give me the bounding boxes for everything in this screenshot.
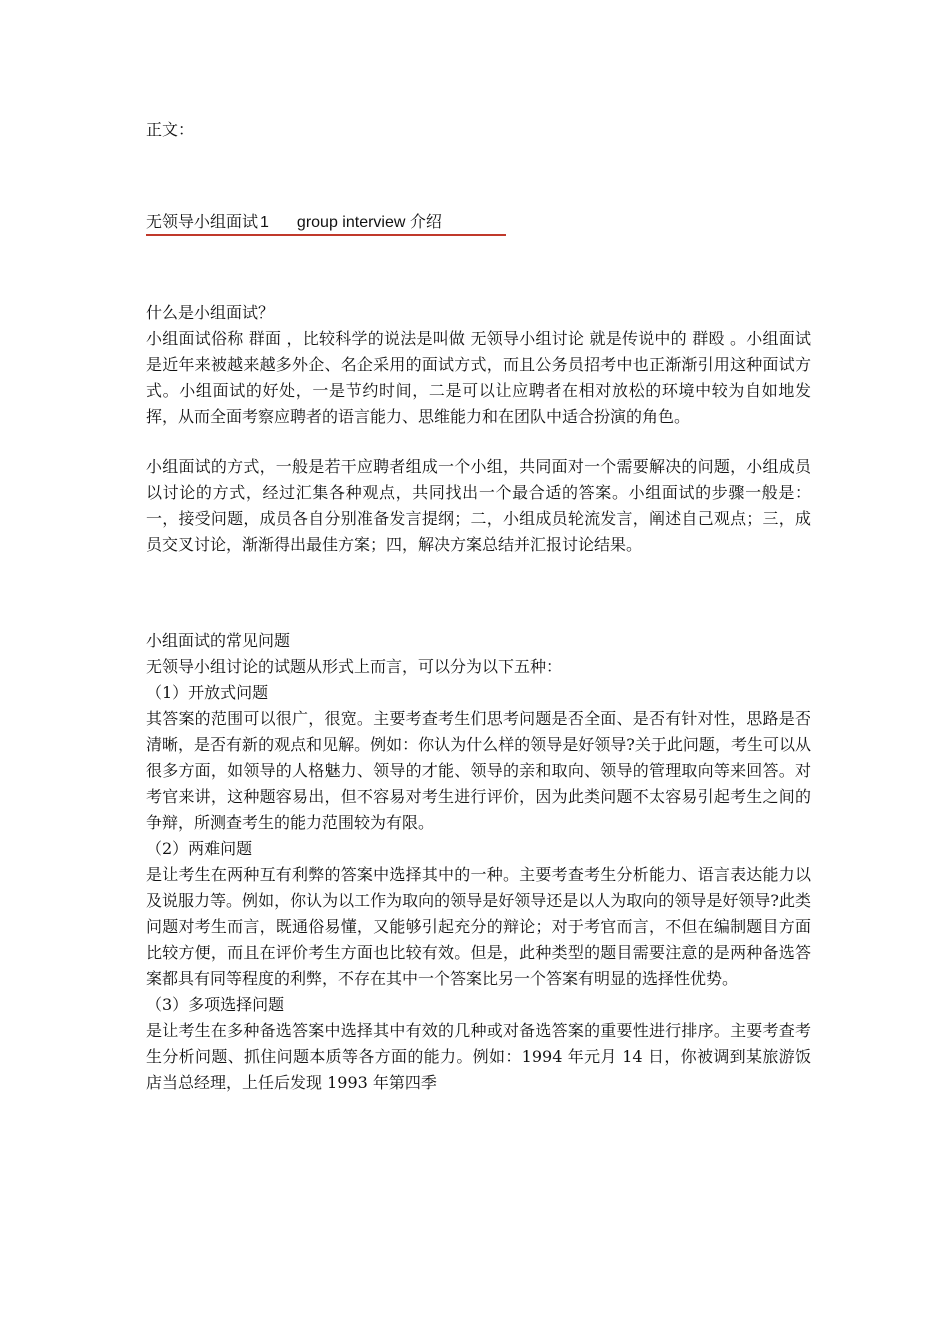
section-gap xyxy=(146,558,811,628)
document-title xyxy=(146,210,506,238)
item-body-open: 其答案的范围可以很广，很宽。主要考查考生们思考问题是否全面、是否有针对性，思路是否清晰，是否有新的观点和见解。例如：你认为什么样的领导是好领导?关于此问题，考生可以从很多方面，如领导的人格魅力、领导的才能、领导的亲和取向、领导的管理取向等来回答。对考官来讲，这种题容易出，但不容易对考生进行评价，因为此类问题不太容易引起考生之间的争辩，所测查考生的能力范围较为有限。 xyxy=(146,709,811,832)
paragraph-definition: 小组面试俗称 群面 ，比较科学的说法是叫做 无领导小组讨论 就是传说中的 群殴 。小组面试是近年来被越来越多外企、名企采用的面试方式，而且公务员招考中也正渐渐引用这种面试方式。小组面试的好处，一是节约时间，二是可以让应聘者在相对放松的环境中较为自如地发挥，从而全面考察应聘者的语言能力、思维能力和在团队中适合扮演的角色。 xyxy=(146,329,811,426)
title-number: 1 xyxy=(260,214,269,231)
paragraph-method: 小组面试的方式，一般是若干应聘者组成一个小组，共同面对一个需要解决的问题，小组成员以讨论的方式，经过汇集各种观点，共同找出一个最合适的答案。小组面试的步骤一般是：一，接受问题，成员各自分别准备发言提纲；二，小组成员轮流发言，阐述自己观点；三，成员交叉讨论，渐渐得出最佳方案；四，解决方案总结并汇报讨论结果。 xyxy=(146,457,811,554)
item-body-dilemma: 是让考生在两种互有利弊的答案中选择其中的一种。主要考查考生分析能力、语言表达能力以及说服力等。例如，你认为以工作为取向的领导是好领导还是以人为取向的领导是好领导?此类问题对考生而言，既通俗易懂，又能够引起充分的辩论；对于考官而言，不但在编制题目方面比较方便，而且在评价考生方面也比较有效。但是，此种类型的题目需要注意的是两种备选答案都具有同等程度的利弊，不存在其中一个答案比另一个答案有明显的选择性优势。 xyxy=(146,865,811,988)
title-underline xyxy=(146,234,506,236)
section-heading-common-questions: 小组面试的常见问题 xyxy=(146,631,291,650)
item-body-multiple-choice: 是让考生在多种备选答案中选择其中有效的几种或对备选答案的重要性进行排序。主要考查考生分析问题、抓住问题本质等各方面的能力。例如：1994 年元月 14 日，你被调到某旅游饭店当总经理，上任后发现 1993 年第四季 xyxy=(146,1021,811,1092)
paragraph-gap xyxy=(146,430,811,454)
item-heading-multiple-choice: （3）多项选择问题 xyxy=(146,995,285,1014)
document-body xyxy=(146,300,811,1096)
title-english: group interview 介绍 xyxy=(296,214,442,231)
item-heading-open: （1）开放式问题 xyxy=(146,683,269,702)
body-label: 正文： xyxy=(146,120,195,139)
title-chinese: 无领导小组面试 xyxy=(146,212,259,231)
title-text xyxy=(146,210,506,235)
paragraph-intro: 无领导小组讨论的试题从形式上而言，可以分为以下五种： xyxy=(146,657,563,676)
section-heading-what-is: 什么是小组面试？ xyxy=(146,303,275,322)
item-heading-dilemma: （2）两难问题 xyxy=(146,839,253,858)
